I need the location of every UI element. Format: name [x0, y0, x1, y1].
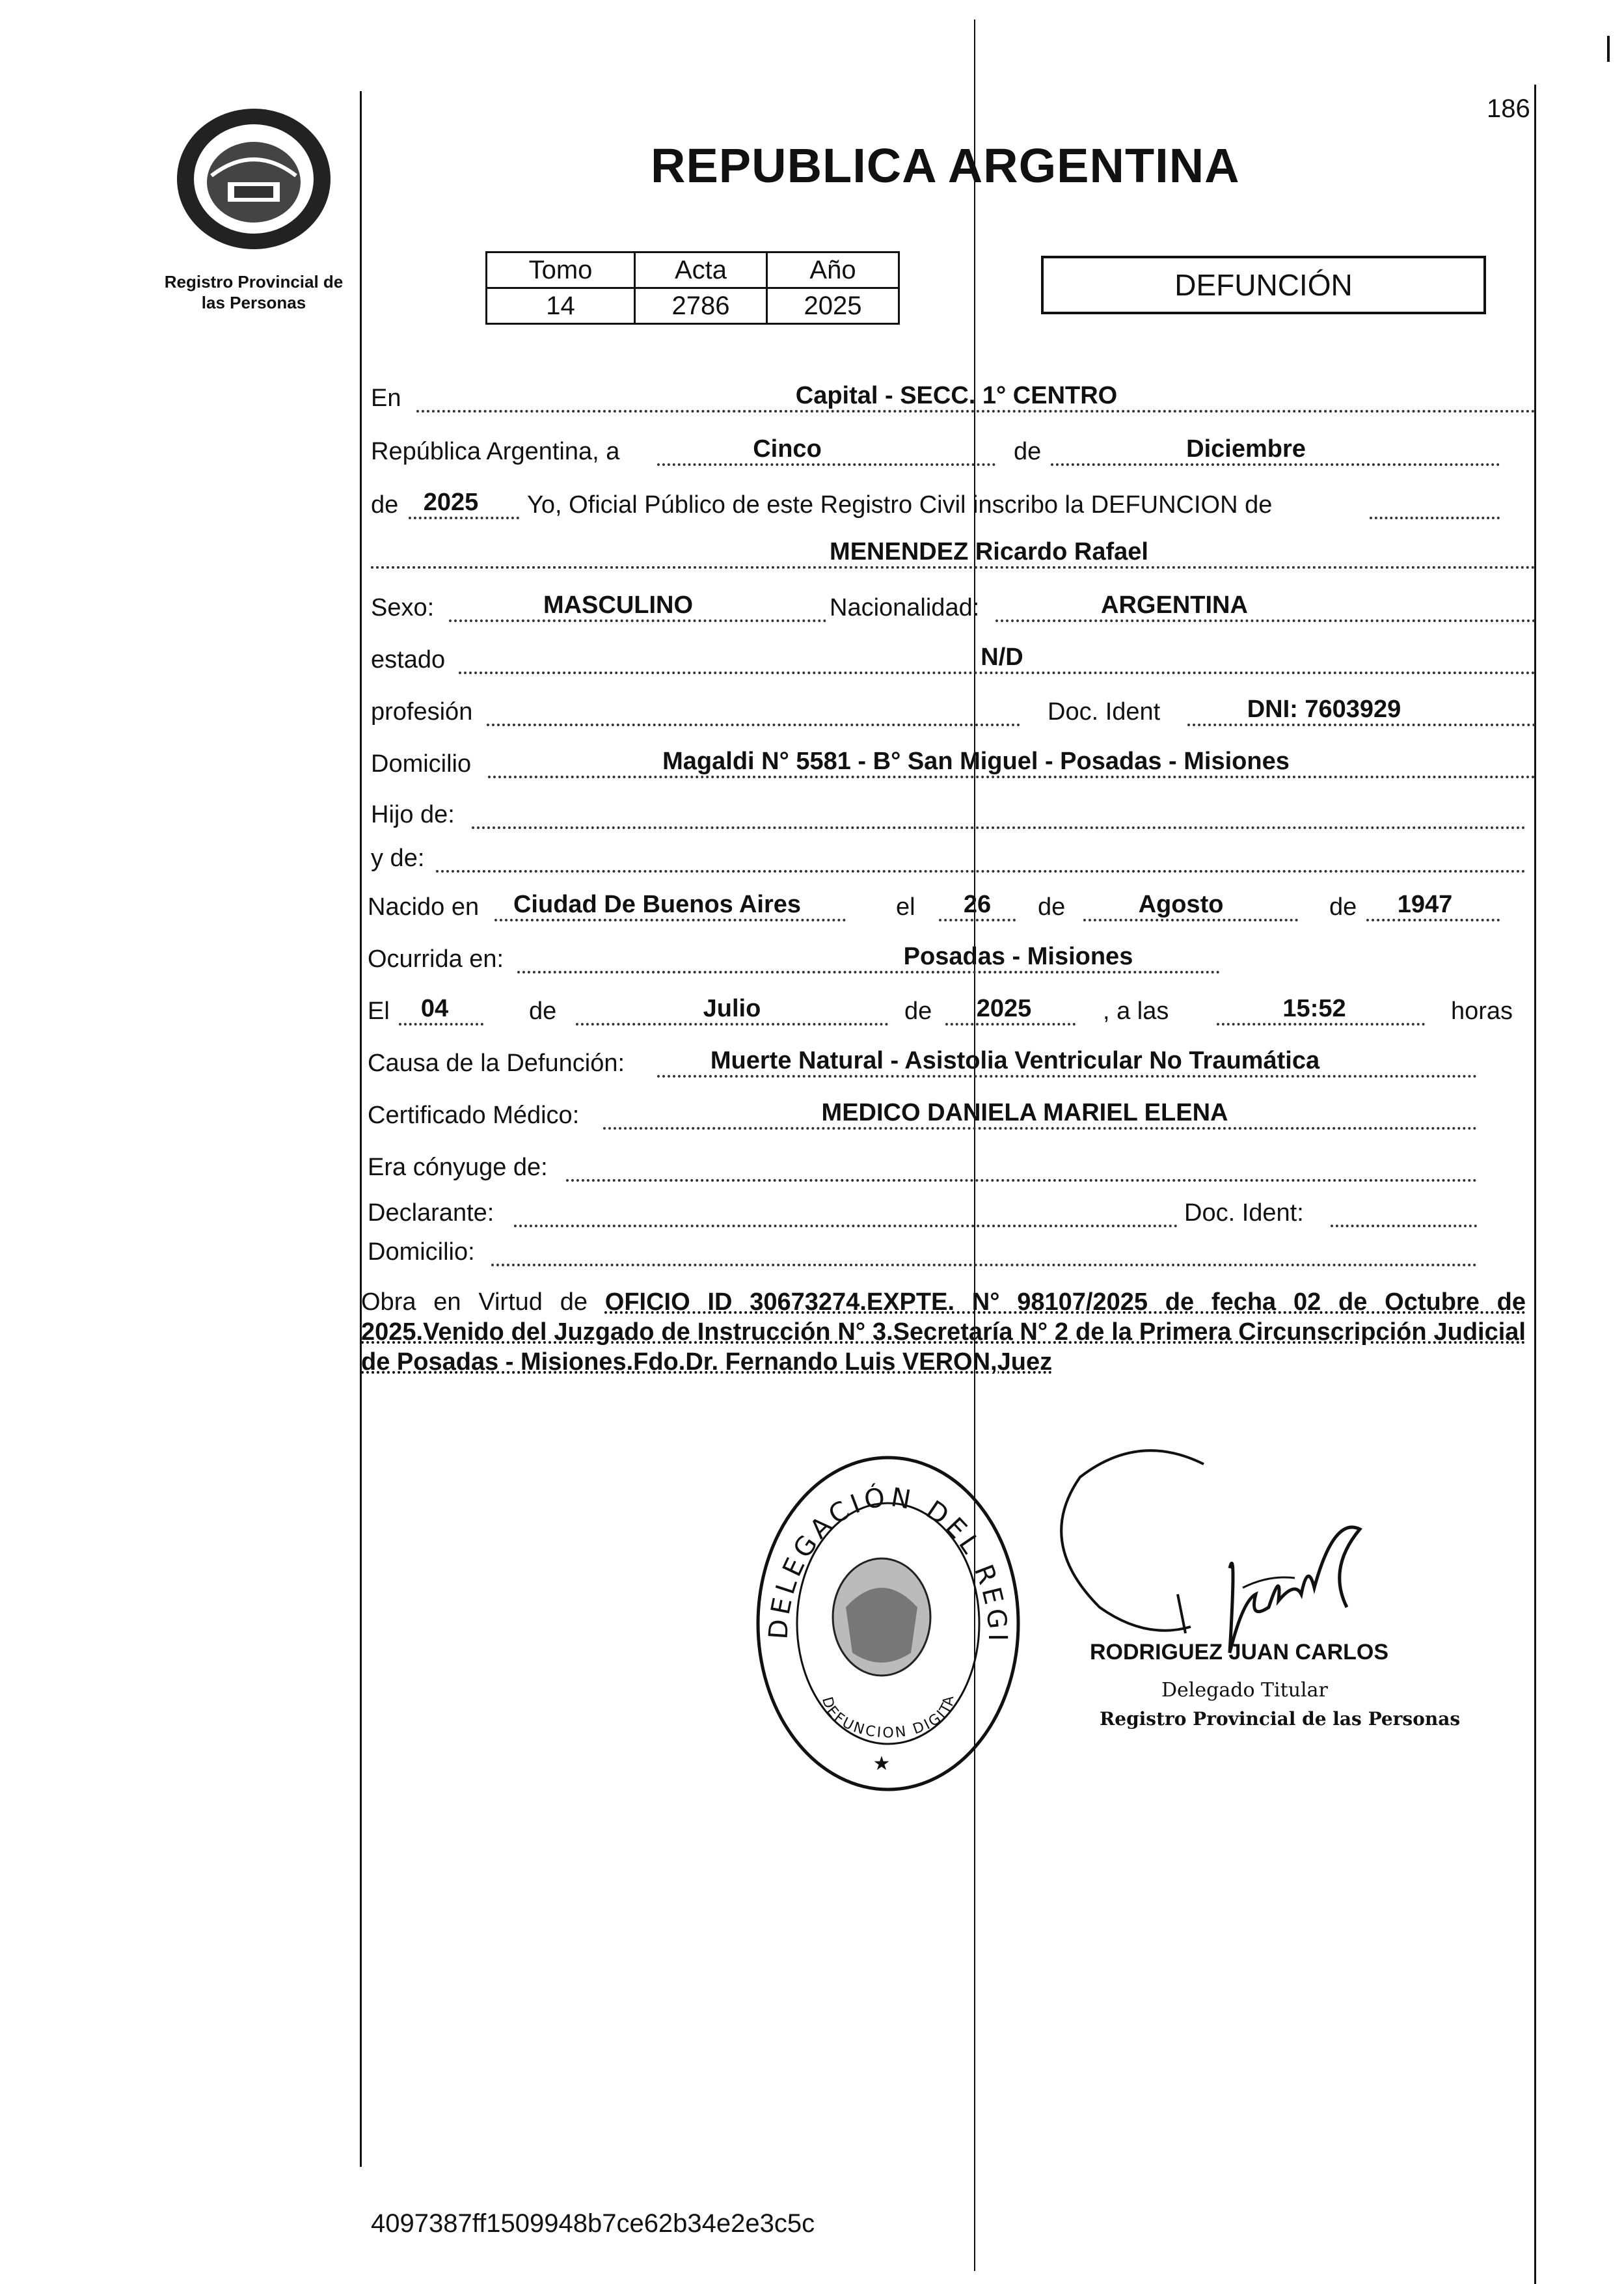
doc-label: Doc. Ident: [1048, 698, 1161, 726]
hora-dots: [1217, 1023, 1425, 1026]
nac-de-label: de: [1038, 893, 1066, 921]
header-anio: Año: [767, 252, 899, 288]
def-anio-value: 2025: [976, 995, 1032, 1022]
stamp-inner-text: DEFUNCION DIGITA: [818, 1693, 958, 1742]
field-fecha-defuncion: [368, 997, 1532, 1029]
page-number: 186: [1487, 94, 1530, 123]
def-de-label: de: [529, 998, 557, 1025]
anio-label: de: [371, 491, 399, 519]
left-margin-rule: [360, 91, 362, 2167]
profesion-label: profesión: [371, 698, 473, 726]
estado-dots: [459, 672, 1536, 674]
domicilio-dots: [488, 776, 1536, 778]
register-table-row: [487, 288, 899, 324]
register-table-header: [487, 252, 899, 288]
certificado-value: MEDICO DANIELA MARIEL ELENA: [821, 1099, 1228, 1126]
center-fold-line: [974, 20, 975, 2271]
corner-mark: [1607, 36, 1610, 62]
signer-office: Registro Provincial de las Personas: [1100, 1708, 1461, 1730]
doc2-label: Doc. Ident:: [1184, 1199, 1304, 1227]
signer-name: RODRIGUEZ JUAN CARLOS: [1090, 1640, 1389, 1665]
hijo-dots: [472, 826, 1526, 829]
inscribo-dots: [1370, 517, 1500, 519]
sexo-value: MASCULINO: [543, 591, 694, 619]
nac-anio-value: 1947: [1397, 891, 1453, 918]
estado-value: N/D: [981, 644, 1023, 671]
field-yde: [371, 844, 1536, 877]
declarante-dots: [514, 1225, 1178, 1227]
field-conyuge: [368, 1153, 1532, 1186]
field-fecha-inscripcion: [371, 437, 1536, 470]
doc-value: DNI: 7603929: [1247, 696, 1401, 723]
nombre-value: MENENDEZ Ricardo Rafael: [830, 538, 1148, 565]
record-type-box: DEFUNCIÓN: [1041, 256, 1486, 314]
doc-dots: [1187, 724, 1536, 726]
en-label: En: [371, 385, 401, 412]
nacionalidad-value: ARGENTINA: [1101, 591, 1248, 619]
doc2-dots: [1331, 1225, 1477, 1227]
issuer-name-line1: Registro Provincial de: [164, 272, 344, 292]
hora-value: 15:52: [1282, 995, 1346, 1022]
field-estado: [371, 646, 1536, 678]
anio-value: 2025: [423, 489, 479, 516]
document-hash: 4097387ff1509948b7ce62b34e2e3c5c: [371, 2209, 815, 2238]
dia-value: Cinco: [753, 435, 822, 463]
en-dots: [416, 410, 1536, 413]
field-certificado: [368, 1101, 1532, 1134]
en-value: Capital - SECC. 1° CENTRO: [795, 382, 1118, 409]
def-mes-dots: [576, 1023, 888, 1026]
registry-stamp: [748, 1445, 1028, 1796]
nacionalidad-label: Nacionalidad:: [830, 594, 980, 621]
certificado-label: Certificado Médico:: [368, 1102, 580, 1129]
province-seal: [166, 104, 342, 254]
certificado-dots: [603, 1127, 1477, 1130]
field-hijo: [371, 800, 1536, 833]
nac-mes-value: Agosto: [1138, 891, 1224, 918]
alas-label: , a las: [1103, 998, 1169, 1025]
def-anio-dots: [945, 1023, 1076, 1026]
nac-anio-dots: [1366, 919, 1500, 921]
causa-value: Muerte Natural - Asistolia Ventricular No Traumática: [710, 1047, 1320, 1074]
virtud-lead: Obra en Virtud de: [361, 1288, 588, 1316]
register-table: [485, 251, 900, 325]
page-title: REPUBLICA ARGENTINA: [651, 139, 1240, 193]
el-label: el: [896, 893, 915, 921]
causa-dots: [657, 1075, 1477, 1078]
field-domicilio2: [368, 1238, 1532, 1270]
stamp-outer-text: DELEGACIÓN DEL REGI: [763, 1482, 1013, 1646]
conyuge-dots: [566, 1179, 1477, 1182]
ocurrida-dots: [517, 971, 1220, 973]
ocurrida-value: Posadas - Misiones: [903, 943, 1133, 970]
virtud-paragraph: [361, 1287, 1526, 1377]
def-de2-label: de: [904, 998, 932, 1025]
field-declarante: [368, 1199, 1532, 1231]
hijo-label: Hijo de:: [371, 801, 455, 828]
yde-label: y de:: [371, 845, 425, 872]
def-dia-value: 04: [420, 995, 449, 1022]
field-anio-inscripcion: [371, 491, 1536, 523]
value-tomo: 14: [487, 288, 635, 324]
dia-dots: [657, 463, 995, 466]
field-ocurrida: [368, 945, 1532, 977]
horas-label: horas: [1451, 998, 1513, 1025]
nacido-dots: [494, 919, 846, 921]
de-label: de: [1014, 438, 1042, 465]
nacido-label: Nacido en: [368, 893, 480, 921]
nacido-value: Ciudad De Buenos Aires: [513, 891, 801, 918]
value-acta: 2786: [635, 288, 767, 324]
virtud-text: OFICIO ID 30673274.EXPTE. N° 98107/2025 de fecha 02 de Octubre de 2025.Venido del Juzgado de Instrucción N° 3.Secretaría N° 2 de la Primera Circunscripción Judicial de Posadas - Misiones.Fdo.Dr. Fernando Luis VERON,Juez: [361, 1288, 1526, 1376]
anio-dots: [409, 517, 519, 519]
declarante-label: Declarante:: [368, 1199, 494, 1227]
el2-label: El: [368, 998, 390, 1025]
field-profesion: [371, 698, 1536, 730]
yde-dots: [436, 870, 1526, 873]
inscribo-text: Yo, Oficial Público de este Registro Civil inscribo la DEFUNCION de: [527, 491, 1273, 519]
signer-role: Delegado Titular: [1161, 1679, 1328, 1702]
domicilio-value: Magaldi N° 5581 - B° San Miguel - Posadas - Misiones: [662, 748, 1290, 775]
header-acta: Acta: [635, 252, 767, 288]
sexo-dots: [449, 619, 826, 622]
domicilio2-dots: [491, 1264, 1477, 1266]
field-sexo: [371, 593, 1536, 626]
nac-dia-value: 26: [963, 891, 992, 918]
field-causa: [368, 1049, 1532, 1081]
nacionalidad-dots: [995, 619, 1536, 622]
star-icon: ★: [873, 1753, 891, 1774]
field-nombre: [371, 540, 1536, 573]
issuer-name-line2: las Personas: [201, 293, 306, 312]
value-anio: 2025: [767, 288, 899, 324]
ocurrida-label: Ocurrida en:: [368, 945, 504, 973]
estado-label: estado: [371, 646, 446, 673]
mes-dots: [1051, 463, 1500, 466]
domicilio2-label: Domicilio:: [368, 1238, 475, 1266]
field-domicilio: [371, 750, 1536, 782]
sexo-label: Sexo:: [371, 594, 435, 621]
mes-value: Diciembre: [1186, 435, 1306, 463]
field-en: [371, 384, 1536, 416]
profesion-dots: [487, 724, 1020, 726]
field-nacimiento: [368, 893, 1532, 925]
causa-label: Causa de la Defunción:: [368, 1050, 625, 1077]
domicilio-label: Domicilio: [371, 750, 472, 778]
nac-de2-label: de: [1329, 893, 1357, 921]
nac-dia-dots: [939, 919, 1016, 921]
republica-label: República Argentina, a: [371, 438, 620, 465]
conyuge-label: Era cónyuge de:: [368, 1154, 548, 1181]
nombre-dots: [371, 566, 1536, 569]
header-tomo: Tomo: [487, 252, 635, 288]
nac-mes-dots: [1083, 919, 1298, 921]
def-dia-dots: [399, 1023, 483, 1026]
def-mes-value: Julio: [703, 995, 761, 1022]
